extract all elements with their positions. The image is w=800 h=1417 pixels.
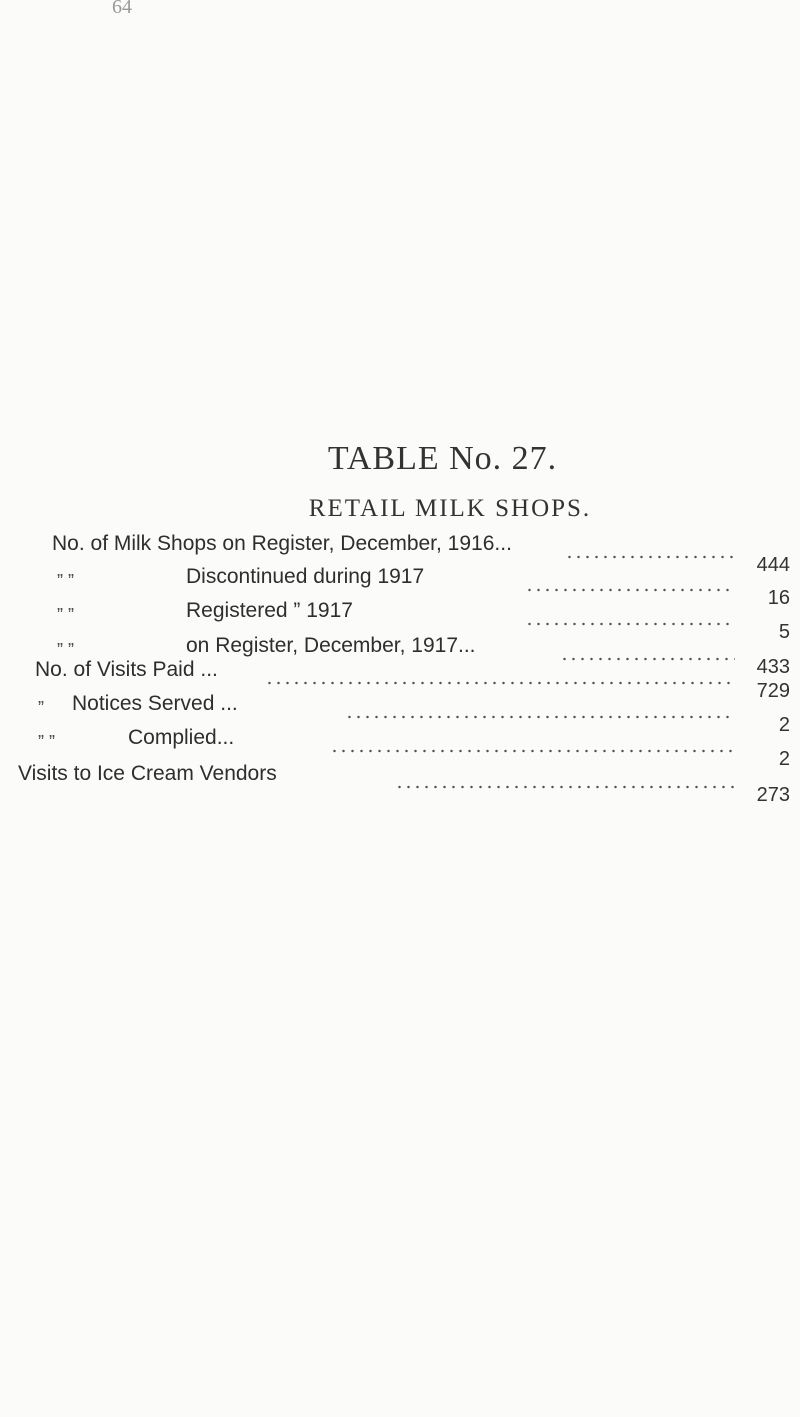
table-subtitle: RETAIL MILK SHOPS.	[308, 495, 592, 522]
table-row	[0, 762, 800, 806]
ditto-mark: ” ”	[38, 732, 55, 752]
ditto-mark: ” ”	[57, 605, 74, 625]
table-row	[0, 726, 800, 770]
table-title: TABLE No. 27.	[327, 440, 558, 477]
table-row	[0, 692, 800, 736]
page-number: 64	[112, 0, 132, 18]
dot-leader	[330, 748, 735, 754]
ditto-mark: ”	[38, 698, 44, 718]
dot-leader	[565, 554, 735, 560]
row-label: on Register, December, 1917...	[186, 634, 476, 657]
ditto-mark: ” ”	[57, 571, 74, 591]
table-row	[0, 532, 800, 576]
row-value: 273	[756, 784, 790, 806]
dot-leader	[265, 680, 735, 686]
dot-leader	[395, 784, 735, 790]
row-value: 729	[756, 680, 790, 702]
row-label: Discontinued during 1917	[186, 565, 425, 588]
dot-leader	[345, 714, 735, 720]
row-value: 2	[778, 748, 790, 770]
row-label: No. of Milk Shops on Register, December, 1916...	[52, 532, 512, 555]
row-value: 433	[756, 656, 790, 678]
row-value: 5	[778, 621, 790, 643]
row-label: Complied...	[128, 726, 235, 749]
table-row	[0, 599, 800, 643]
ditto-mark: ” ”	[57, 640, 74, 660]
table-row	[0, 658, 800, 702]
dot-leader	[525, 621, 735, 627]
row-value: 16	[767, 587, 790, 609]
row-value: 444	[756, 554, 790, 576]
dot-leader	[525, 587, 735, 593]
table-row	[0, 565, 800, 609]
row-label: Notices Served ...	[72, 692, 238, 715]
row-label: Visits to Ice Cream Vendors	[18, 762, 277, 785]
row-label: Registered ” 1917	[186, 599, 353, 622]
row-label: No. of Visits Paid ...	[35, 658, 218, 681]
row-value: 2	[778, 714, 790, 736]
